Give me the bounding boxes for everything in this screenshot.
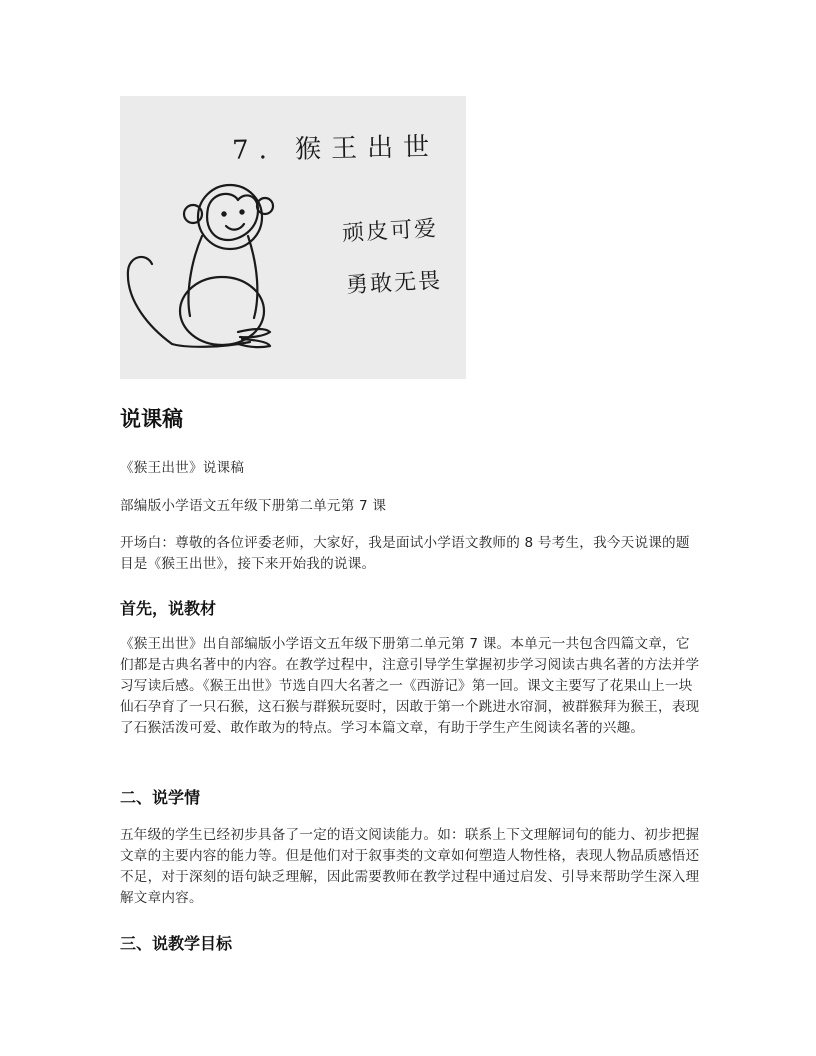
handwriting-title: 7. 猴王出世 [231, 132, 440, 166]
handwriting-word-2: 勇敢无畏 [345, 268, 443, 299]
handwriting-word-1: 顽皮可爱 [341, 216, 439, 247]
section-heading: 二、说学情 [120, 788, 201, 807]
monkey-drawing-image [120, 96, 466, 379]
section-body: 五年级的学生已经初步具备了一定的语文阅读能力。如：联系上下文理解词句的能力、初步把握文章的主要内容的能力等。但是他们对于叙事类的文章如何塑造人物性格，表现人物品质感悟还不足，对于深刻的语句缺乏理解，因此需要教师在教学过程中通过启发、引导来帮助学生深入理解文章内容。 [120, 827, 700, 906]
doc-subtitle: 《猴王出世》说课稿 [120, 460, 245, 476]
monkey-tail [128, 257, 172, 344]
section-body: 《猴王出世》出自部编版小学语文五年级下册第二单元第 7 课。本单元一共包含四篇文章，它们都是古典名著中的内容。在教学过程中，注意引导学生掌握初步学习阅读古典名著的方法并学习写读后感。《猴王出世》节选自四大名著之一《西游记》第一回。课文主要写了花果山上一块仙石孕育了一只石猴，这石猴与群猴玩耍时，因敢于第一个跳进水帘洞，被群猴拜为猴王，表现了石猴活泼可爱、敢作敢为的特点。学习本篇文章，有助于学生产生阅读名著的兴趣。 [120, 636, 700, 736]
doc-source: 部编版小学语文五年级下册第二单元第 7 课 [120, 498, 387, 514]
section-heading: 首先，说教材 [120, 599, 217, 618]
page-title: 说课稿 [120, 407, 183, 431]
section-heading: 三、说教学目标 [120, 934, 233, 953]
intro-paragraph: 开场白：尊敬的各位评委老师，大家好，我是面试小学语文教师的 8 号考生，我今天说课的题目是《猴王出世》，接下来开始我的说课。 [120, 535, 690, 572]
